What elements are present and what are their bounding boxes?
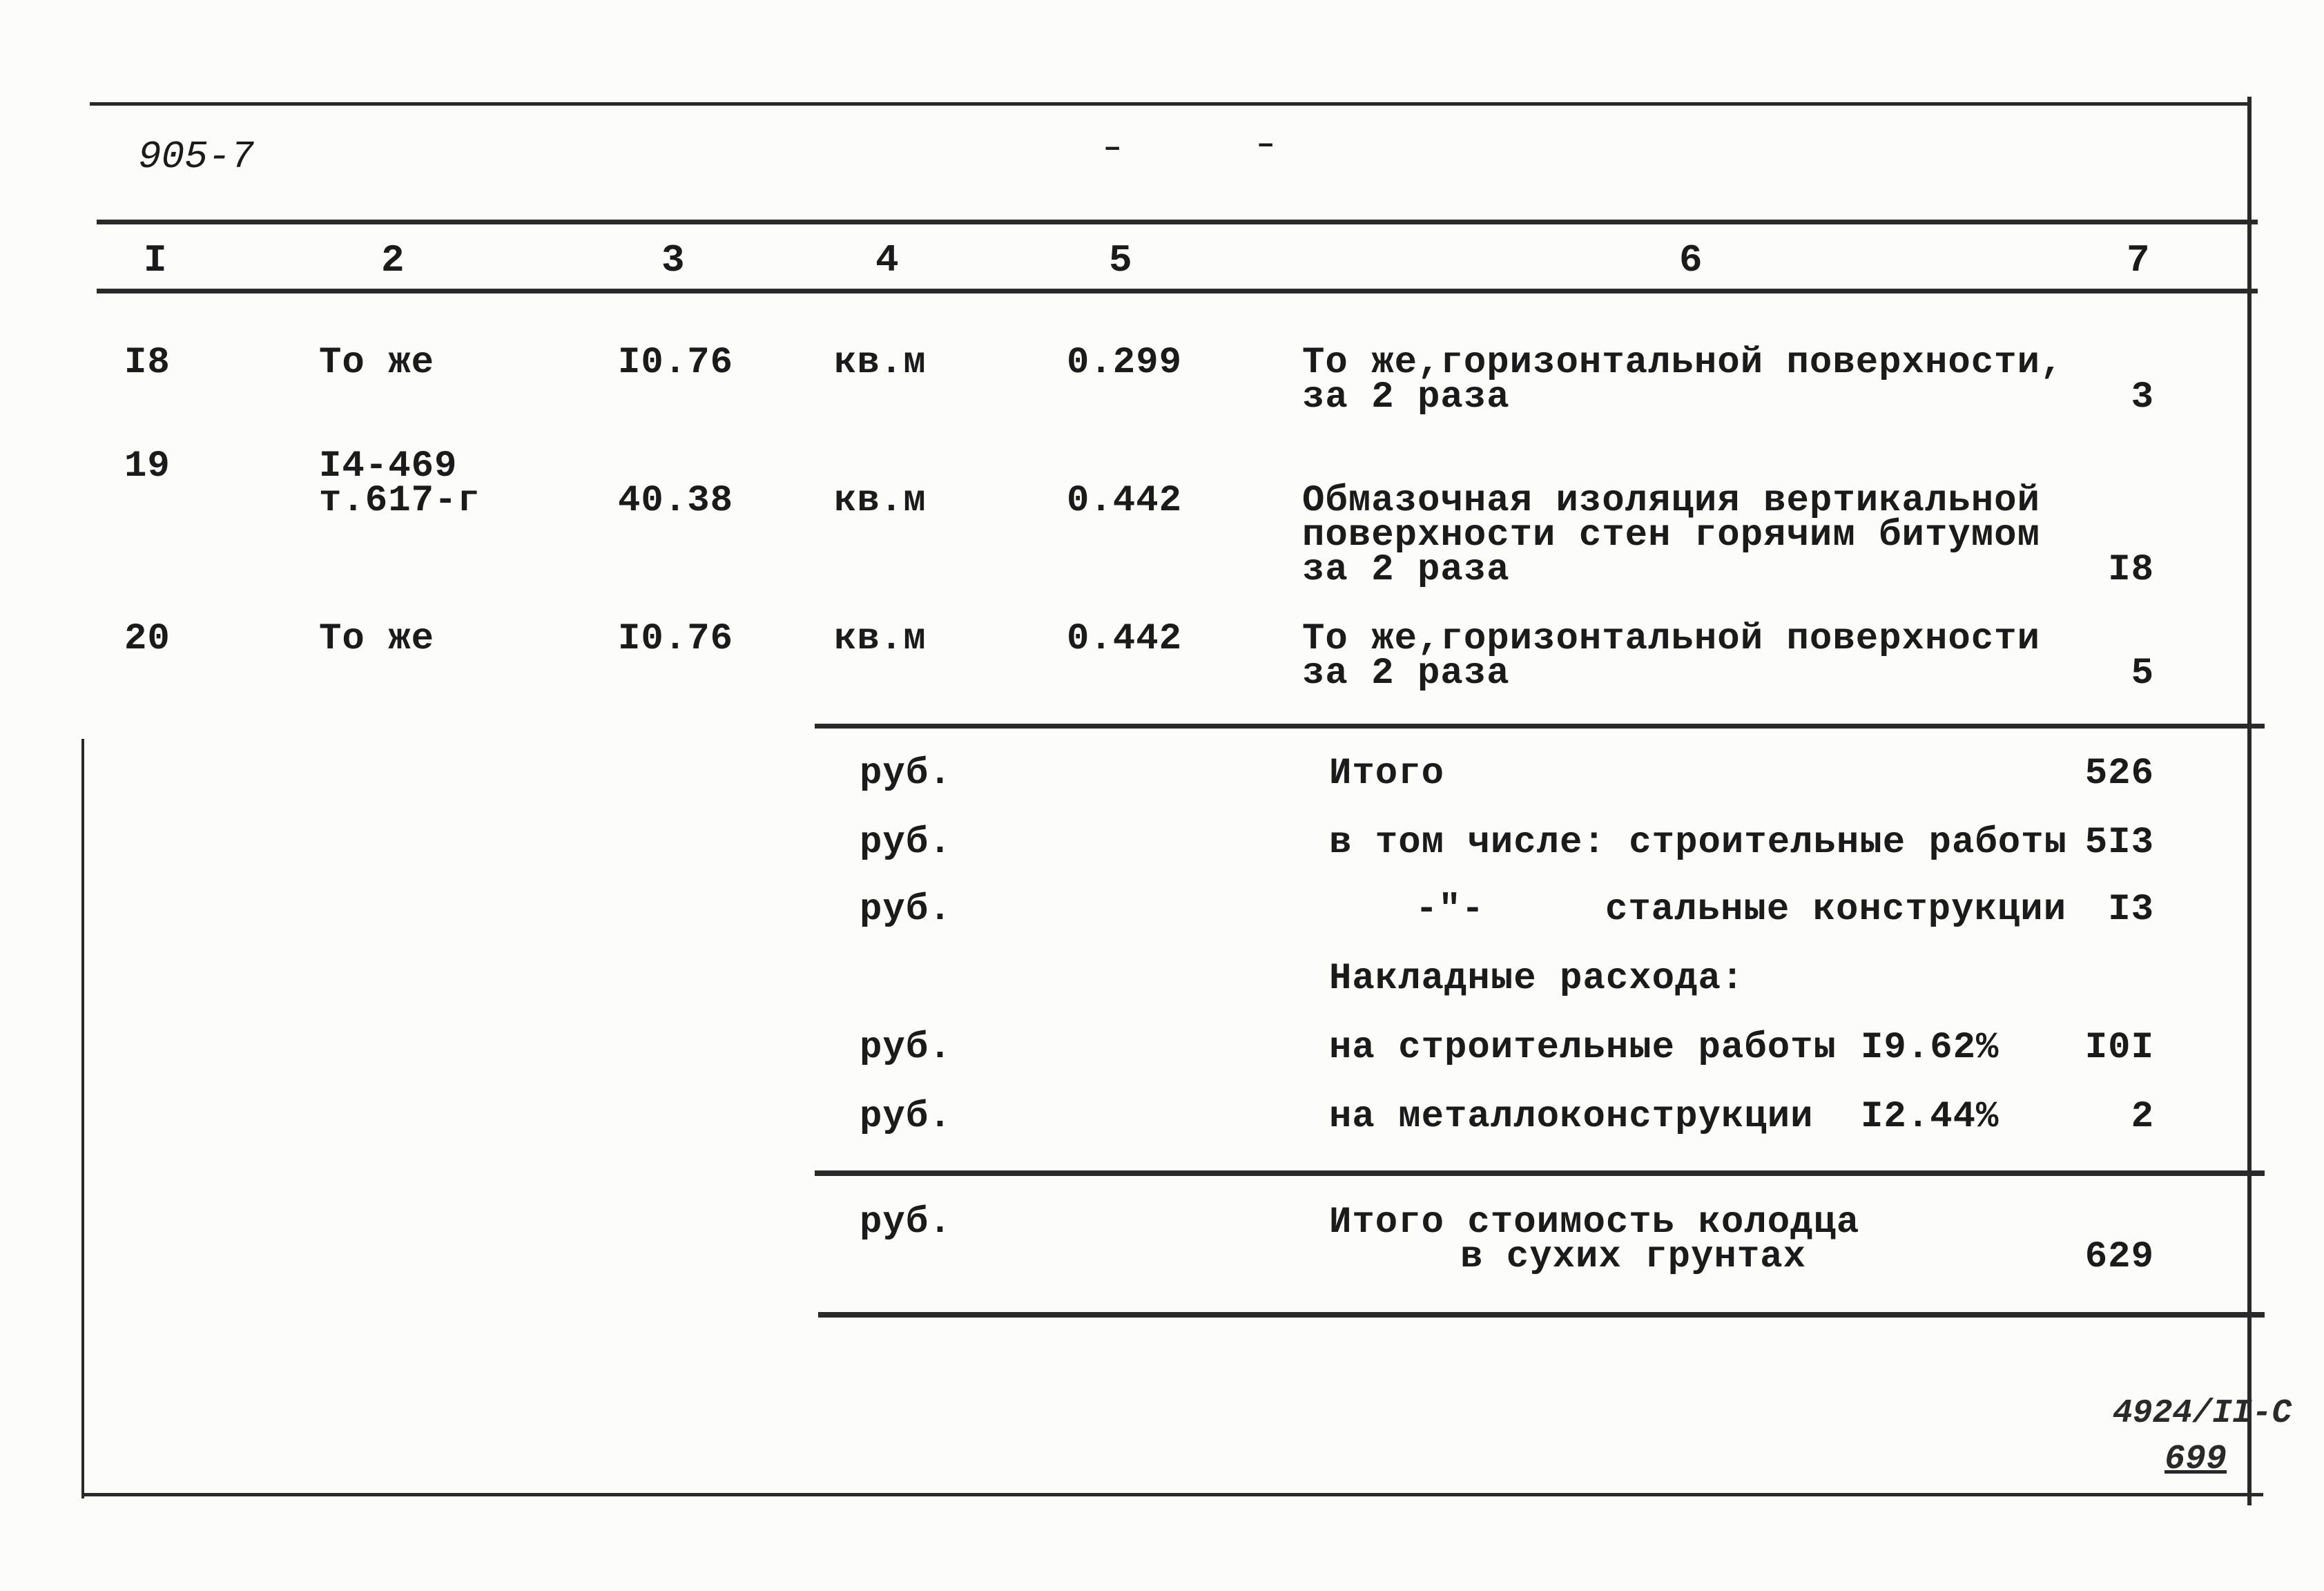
row-reference: То же [319, 342, 435, 384]
row-quantity: I0.76 [618, 618, 734, 660]
grand-total-value: 629 [2084, 1236, 2154, 1278]
row-quantity: 40.38 [618, 480, 734, 522]
bottom-border [81, 1493, 2263, 1496]
summary-label: Накладные расхода: [1329, 958, 1745, 1000]
col-header-3: 3 [661, 238, 685, 282]
row-reference: т.617-г [319, 480, 481, 522]
summary-label: на металлоконструкции [1329, 1096, 1814, 1138]
row-description-line: Обмазочная изоляция вертикальной [1302, 480, 2040, 522]
row-description-line: за 2 раза [1302, 376, 1510, 418]
header-dash-right: – [1257, 128, 1275, 162]
row-unit: кв.м [834, 480, 927, 522]
left-border [81, 739, 84, 1498]
grand-total-label: Итого стоимость колодца [1329, 1202, 1860, 1244]
summary-unit: руб. [860, 753, 952, 795]
footer-code: 4924/II-С [2113, 1395, 2292, 1432]
col-header-7: 7 [2127, 238, 2150, 282]
summary-value: I3 [2108, 889, 2154, 931]
summary-unit: руб. [860, 889, 952, 931]
row-description-line: поверхности стен горячим битумом [1302, 514, 2040, 557]
row-quantity: I0.76 [618, 342, 734, 384]
row-total: I8 [2108, 549, 2154, 591]
summary-value: 5I3 [2084, 822, 2154, 864]
row-total: 3 [2131, 376, 2154, 418]
row-rate: 0.442 [1067, 480, 1183, 522]
column-header-bottom-line [97, 289, 2258, 293]
summary-unit: руб. [860, 1096, 952, 1138]
row-description-line: за 2 раза [1302, 653, 1510, 695]
row-unit: кв.м [834, 618, 927, 660]
col-header-1: I [144, 238, 167, 282]
top-border [90, 102, 2251, 106]
row-rate: 0.442 [1067, 618, 1183, 660]
summary-ditto-mark: -"- [1415, 889, 1485, 931]
column-header-top-line [97, 220, 2258, 224]
row-total: 5 [2131, 653, 2154, 695]
doc-code: 905-7 [138, 135, 255, 179]
summary-value: 526 [2084, 753, 2154, 795]
row-description-line: То же,горизонтальной поверхности, [1302, 342, 2064, 384]
row-number: 19 [124, 445, 171, 488]
grand-total-top-line [815, 1170, 2265, 1176]
row-number: I8 [124, 342, 171, 384]
row-unit: кв.м [834, 342, 927, 384]
summary-percent: I9.62% [1861, 1027, 1999, 1069]
summary-value: 2 [2131, 1096, 2154, 1138]
footer-page-number: 699 [2165, 1440, 2227, 1479]
header-dash-left: – [1103, 131, 1122, 166]
row-description-line: То же,горизонтальной поверхности [1302, 618, 2040, 660]
summary-label: в том числе: строительные работы [1329, 822, 2067, 864]
row-reference: I4-469 [319, 445, 458, 488]
row-description-line: за 2 раза [1302, 549, 1510, 591]
grand-total-bottom-line [818, 1312, 2265, 1318]
col-header-5: 5 [1109, 238, 1132, 282]
col-header-2: 2 [381, 238, 405, 282]
summary-unit: руб. [860, 1027, 952, 1069]
grand-total-unit: руб. [860, 1202, 952, 1244]
right-border [2247, 97, 2252, 1505]
summary-percent: I2.44% [1861, 1096, 1999, 1138]
col-header-4: 4 [875, 238, 899, 282]
summary-value: I0I [2084, 1027, 2154, 1069]
row-reference: То же [319, 618, 435, 660]
grand-total-label: в сухих грунтах [1460, 1236, 1807, 1278]
row-number: 20 [124, 618, 171, 660]
summary-label: Итого [1329, 753, 1445, 795]
summary-label: на строительные работы [1329, 1027, 1837, 1069]
summary-unit: руб. [860, 822, 952, 864]
row-rate: 0.299 [1067, 342, 1183, 384]
summary-label: стальные конструкции [1605, 889, 2067, 931]
summary-top-line [815, 724, 2265, 729]
col-header-6: 6 [1679, 238, 1703, 282]
